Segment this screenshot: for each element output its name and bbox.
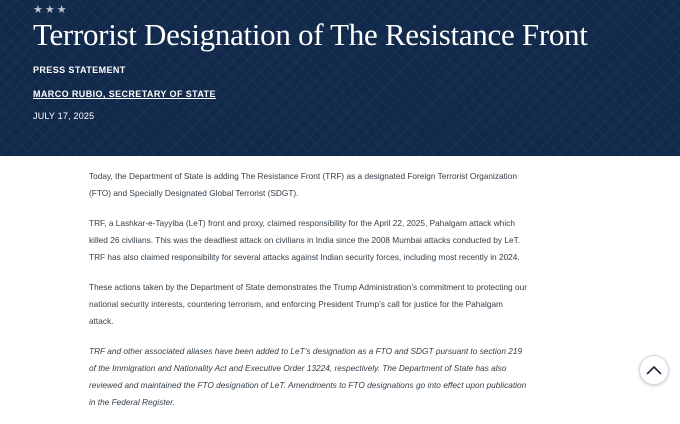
paragraph-legal-note: TRF and other associated aliases have been added to LeT’s designation as a FTO and SDGT pursuant to section 219 of the Immigration and Nationality Act and Executive Order 13224, respectively. The Department of State has also reviewed and maintained the FTO designation of LeT. Amendments to FTO designations go into effect upon publication in the Federal Register.	[89, 346, 527, 407]
back-to-top-button[interactable]	[639, 355, 669, 385]
hero-banner	[0, 0, 680, 156]
paragraph-actions: These actions taken by the Department of State demonstrates the Trump Administration’s commitment to protecting our national security interests, countering terrorism, and enforcing President Trump’s call for justice for the Pahalgam attack.	[89, 282, 527, 326]
star-emblem: ★★★	[33, 3, 69, 16]
paragraph-background: TRF, a Lashkar-e-Tayyiba (LeT) front and proxy, claimed responsibility for the April 22, 2025, Pahalgam attack which killed 26 civilians. This was the deadliest attack on civilians in India since the 2008 Mumbai attacks conducted by LeT. TRF has also claimed responsibility for several attacks against Indian security forces, including most recently in 2024.	[89, 218, 521, 262]
statement-type: PRESS STATEMENT	[33, 65, 126, 75]
paragraph-designation: Today, the Department of State is adding The Resistance Front (TRF) as a designated Foreign Terrorist Organization (FTO) and Specially Designated Global Terrorist (SDGT).	[89, 171, 517, 198]
article-body	[89, 168, 529, 424]
chevron-up-icon	[646, 365, 662, 375]
author-link[interactable]: MARCO RUBIO, SECRETARY OF STATE	[33, 89, 216, 99]
publish-date: JULY 17, 2025	[33, 111, 95, 121]
page-title: Terrorist Designation of The Resistance Front	[33, 17, 588, 52]
